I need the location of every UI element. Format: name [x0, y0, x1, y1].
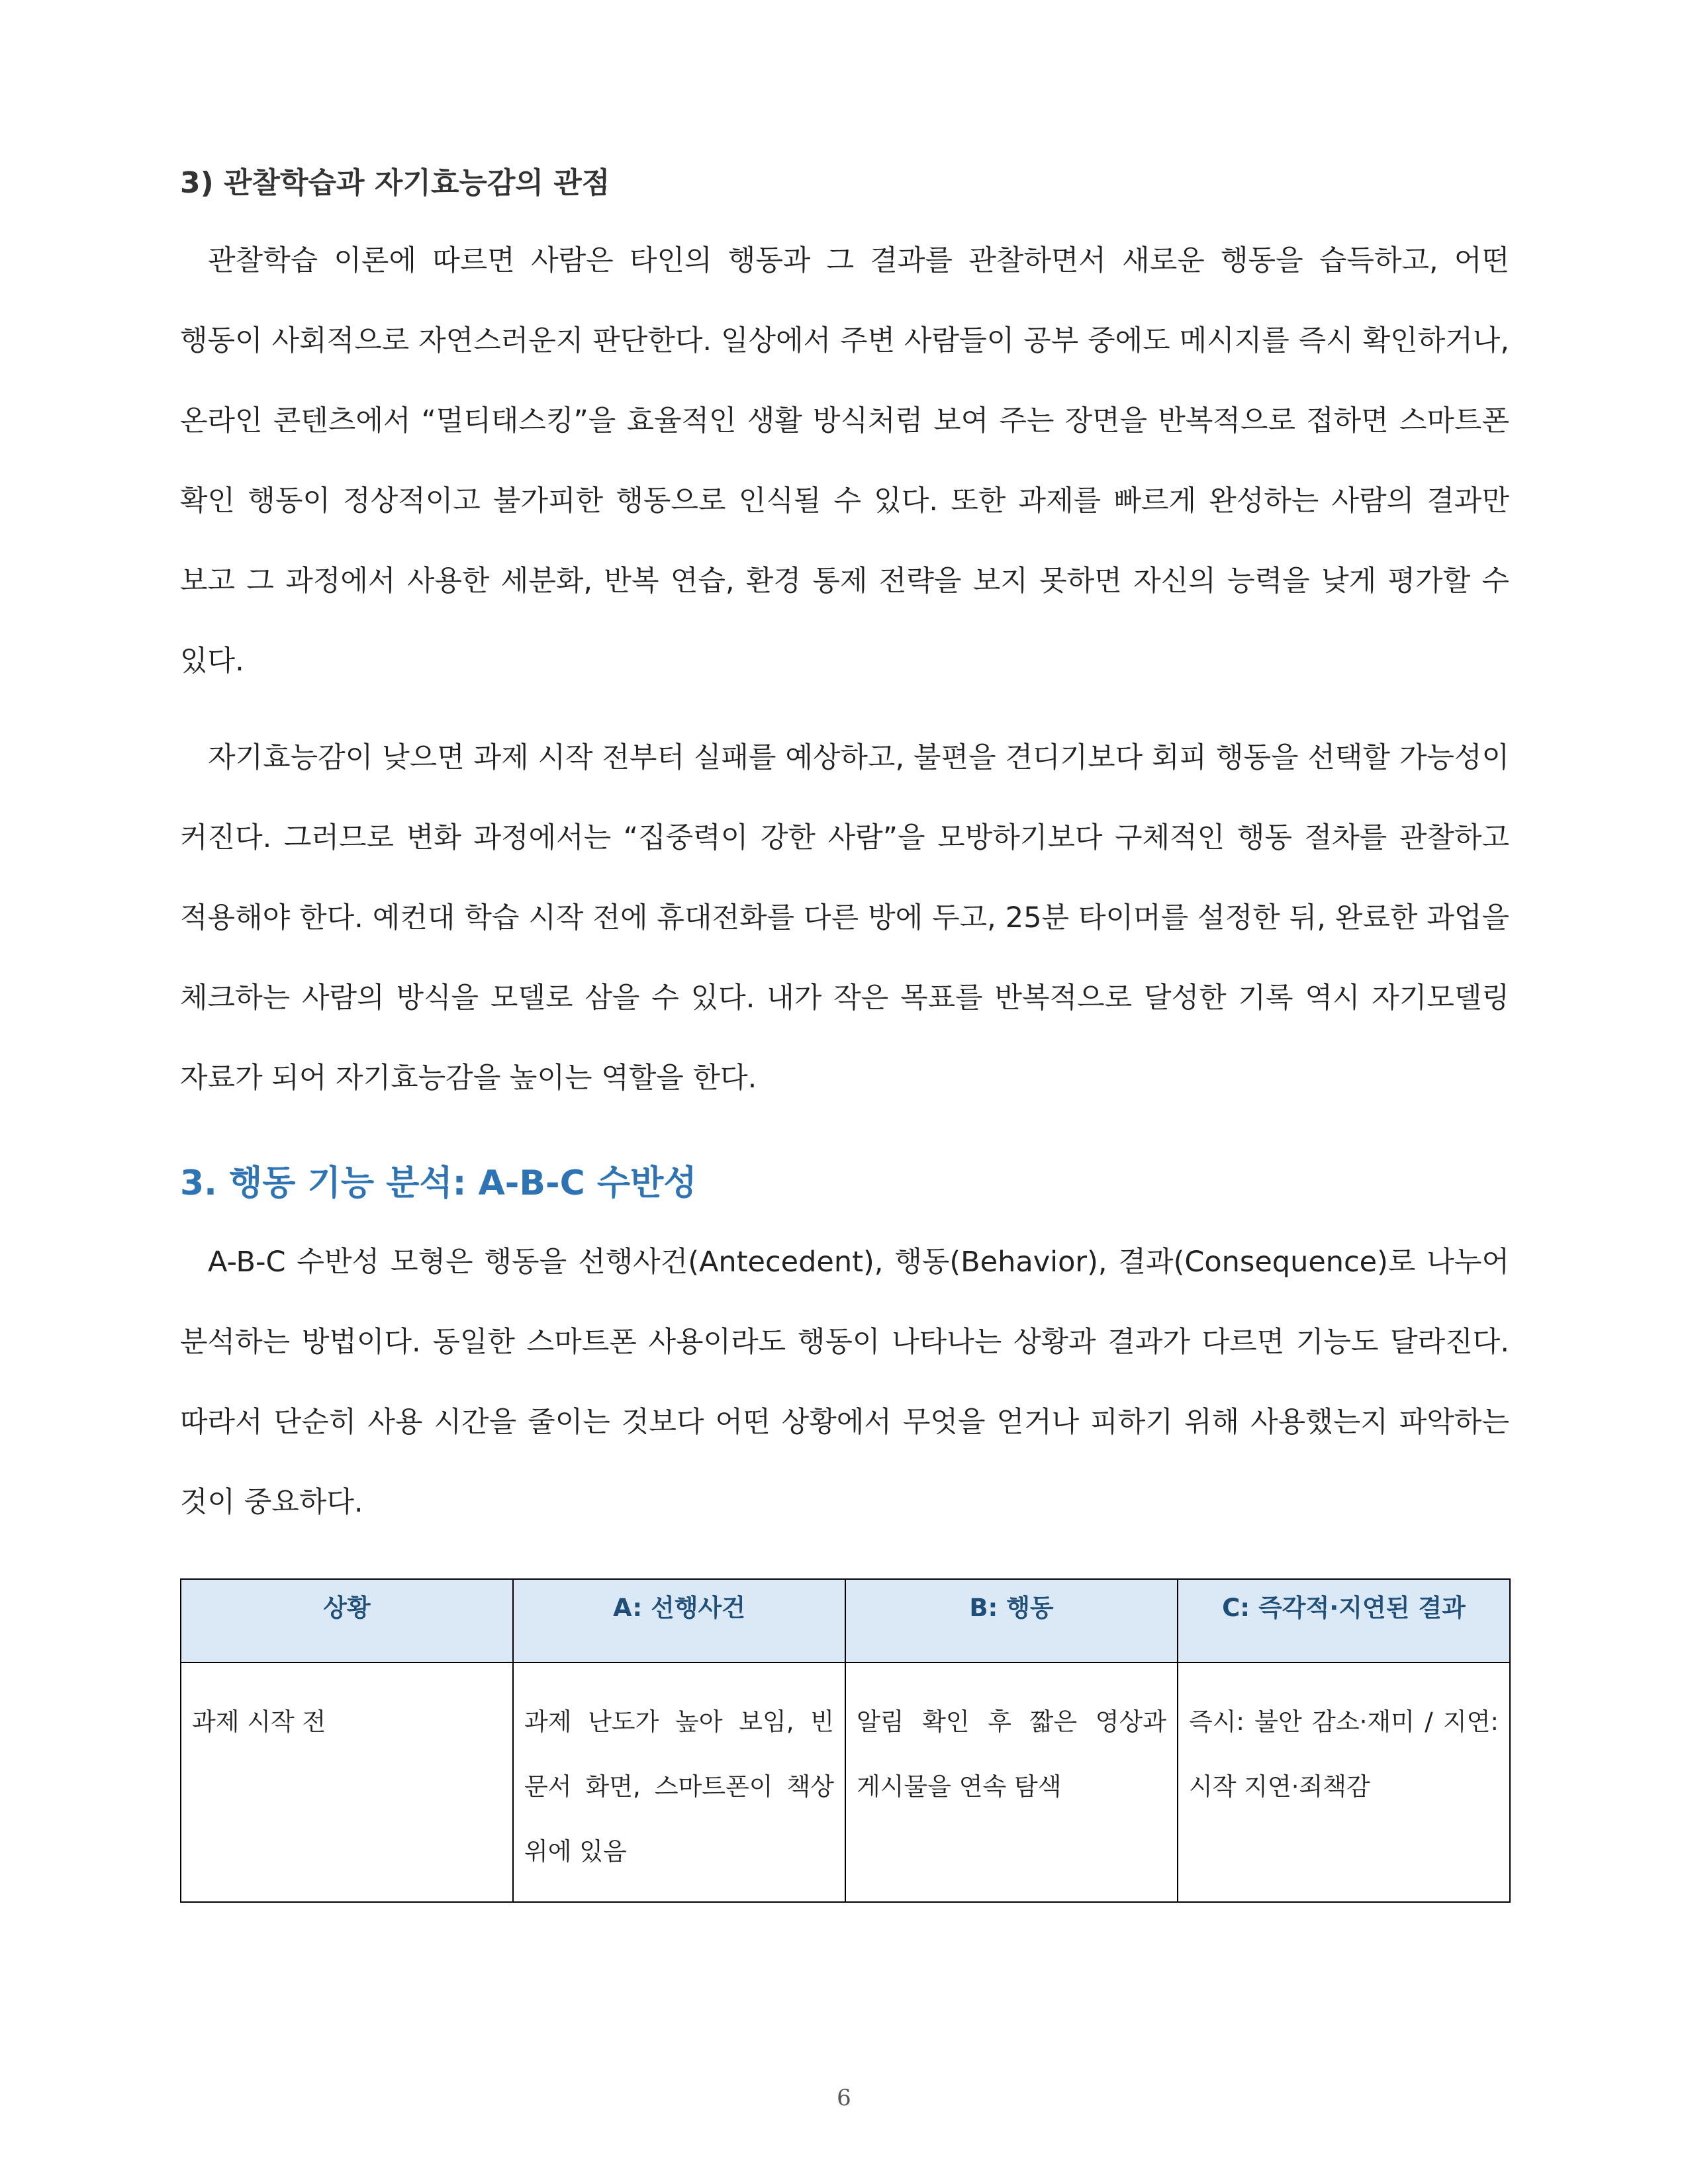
paragraph-observational-learning: 관찰학습 이론에 따르면 사람은 타인의 행동과 그 결과를 관찰하면서 새로운 행동을 습득하고, 어떤 행동이 사회적으로 자연스러운지 판단한다. 일상에서 주변 사람들이 공부 중에도 메시지를 즉시 확인하거나, 온라인 콘텐츠에서 “멀티태스킹”을 효율적인 생활 방식처럼 보여 주는 장면을 반복적으로 접하면 스마트폰 확인 행동이 정상적이고 불가피한 행동으로 인식될 수 있다. 또한 과제를 빠르게 완성하는 사람의 결과만 보고 그 과정에서 사용한 세분화, 반복 연습, 환경 통제 전략을 보지 못하면 자신의 능력을 낮게 평가할 수 있다.: [180, 244, 1509, 678]
cell-consequence: 즉시: 불안 감소·재미 / 지연: 시작 지연·죄책감: [1178, 1662, 1510, 1902]
header-consequence: C: 즉각적·지연된 결과: [1178, 1579, 1510, 1662]
cell-situation: 과제 시작 전: [181, 1662, 513, 1902]
cell-behavior: 알림 확인 후 짧은 영상과 게시물을 연속 탐색: [845, 1662, 1178, 1902]
section-heading: 3. 행동 기능 분석: A-B-C 수반성: [180, 1163, 697, 1203]
page-number: 6: [837, 2085, 851, 2111]
header-behavior: B: 행동: [845, 1579, 1178, 1662]
paragraph-self-efficacy: 자기효능감이 낮으면 과제 시작 전부터 실패를 예상하고, 불편을 견디기보다 회피 행동을 선택할 가능성이 커진다. 그러므로 변화 과정에서는 “집중력이 강한 사람”을 모방하기보다 구체적인 행동 절차를 관찰하고 적용해야 한다. 예컨대 학습 시작 전에 휴대전화를 다른 방에 두고, 25분 타이머를 설정한 뒤, 완료한 과업을 체크하는 사람의 방식을 모델로 삼을 수 있다. 내가 작은 목표를 반복적으로 달성한 기록 역시 자기모델링 자료가 되어 자기효능감을 높이는 역할을 한다.: [180, 741, 1509, 1095]
subsection-heading: 3) 관찰학습과 자기효능감의 관점: [180, 166, 610, 200]
paragraph-abc-model: A-B-C 수반성 모형은 행동을 선행사건(Antecedent), 행동(Behavior), 결과(Consequence)로 나누어 분석하는 방법이다. 동일한 스마트폰 사용이라도 행동이 나타나는 상황과 결과가 다르면 기능도 달라진다. 따라서 단순히 사용 시간을 줄이는 것보다 어떤 상황에서 무엇을 얻거나 피하기 위해 사용했는지 파악하는 것이 중요하다.: [180, 1246, 1509, 1519]
table-row: [181, 1662, 1510, 1902]
cell-antecedent: 과제 난도가 높아 보임, 빈 문서 화면, 스마트폰이 책상 위에 있음: [513, 1662, 845, 1902]
header-antecedent: A: 선행사건: [513, 1579, 845, 1662]
table-header-row: [181, 1579, 1510, 1662]
abc-contingency-table: [180, 1578, 1511, 1903]
header-situation: 상황: [181, 1579, 513, 1662]
